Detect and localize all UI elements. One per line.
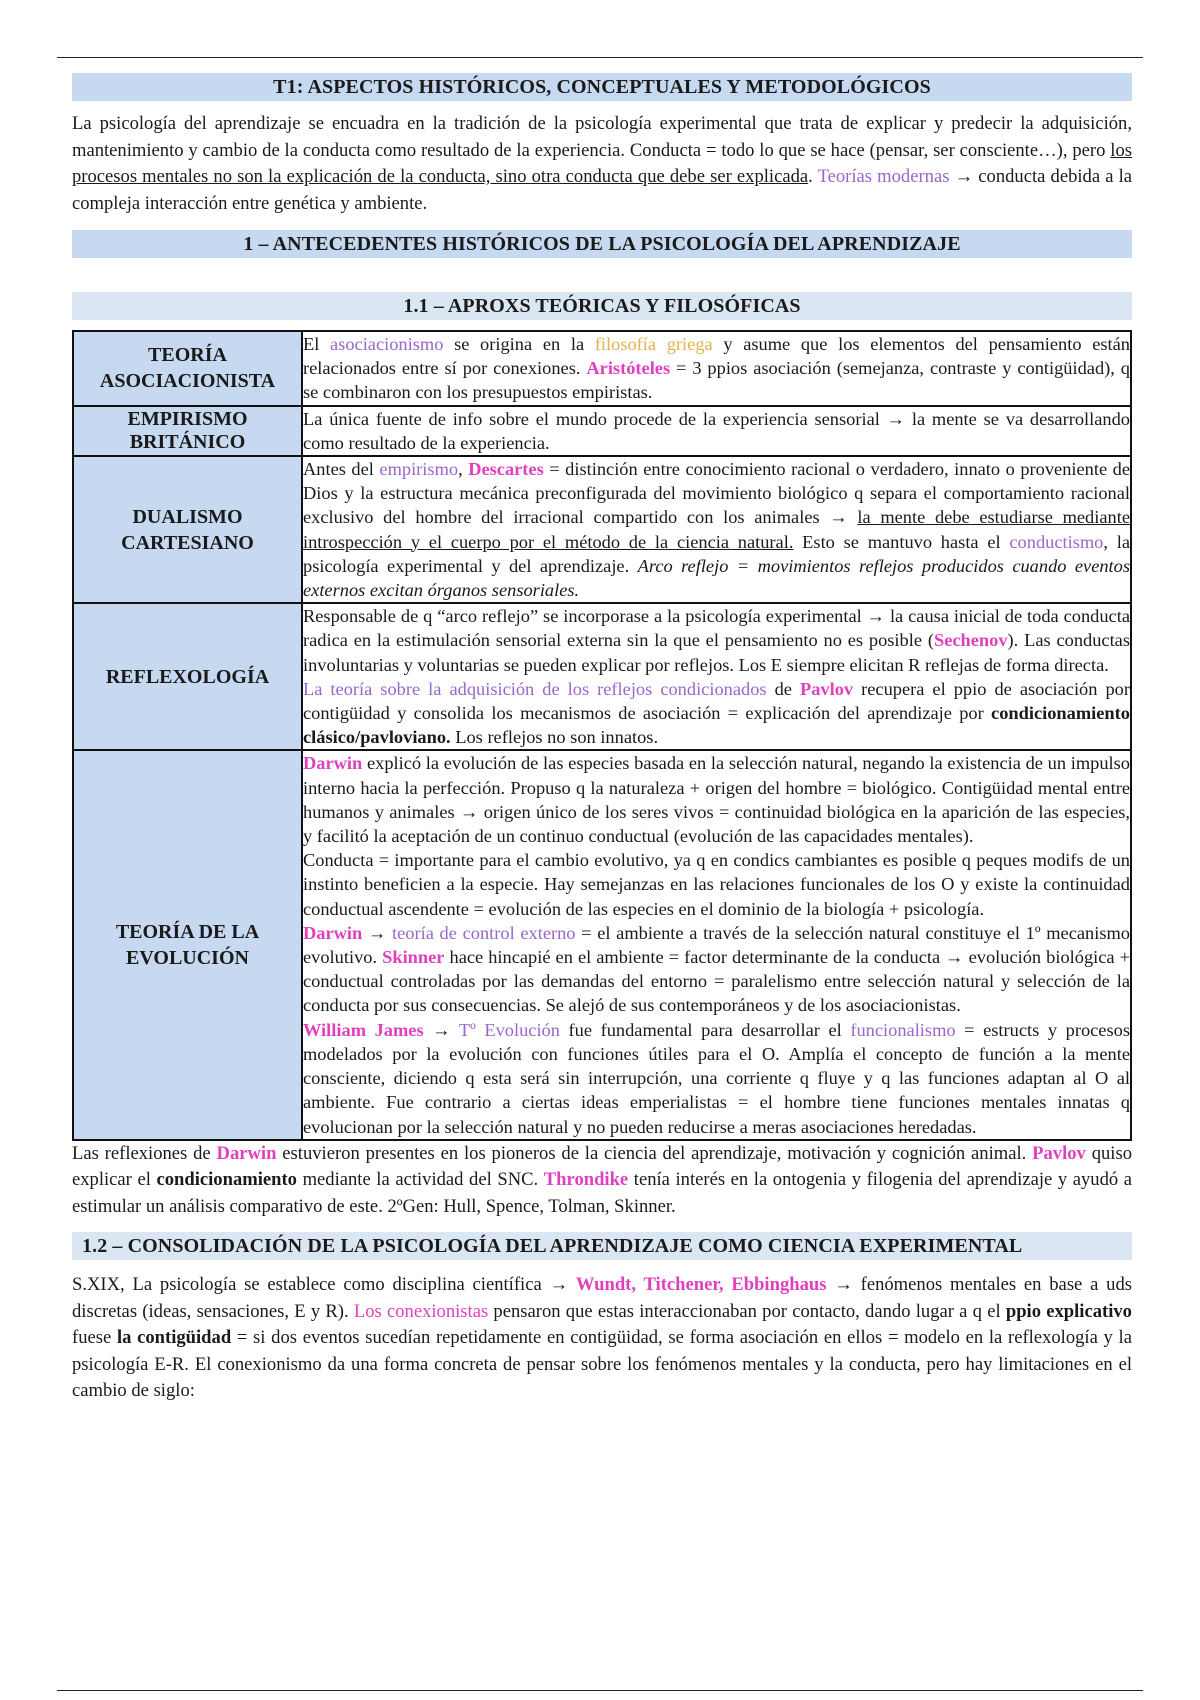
row-label-asociacionista: TEORÍA ASOCIACIONISTA — [73, 331, 302, 406]
section-1-2-heading: 1.2 – CONSOLIDACIÓN DE LA PSICOLOGÍA DEL APRENDIZAJE COMO CIENCIA EXPERIMENTAL — [72, 1232, 1132, 1260]
document-page — [72, 70, 1132, 1405]
row-content-dualismo: Antes del empirismo, Descartes = distinción entre conocimiento racional o verdadero, innato o proveniente de Dios y la estructura mecánica preconfigurada del movimiento biológico q separa el comportamiento racional exclusivo del hombre del irracional compartido con los animales → la mente debe estudiarse mediante introspección y el cuerpo por el método de la ciencia natural. Esto se mantuvo hasta el conductismo, la psicología experimental y del aprendizaje. Arco reflejo = movimientos reflejos producidos cuando eventos externos excitan órganos sensoriales. — [302, 456, 1131, 603]
row-label-empirismo: EMPIRISMO BRITÁNICO — [73, 406, 302, 456]
darwin-paragraph: Las reflexiones de Darwin estuvieron presentes en los pioneros de la ciencia del aprendizaje, motivación y cognición animal. Pavlov quiso explicar el condicionamiento mediante la actividad del SNC. Throndike tenía interés en la ontogenia y filogenia del aprendizaje y ayudó a estimular un análisis comparativo de este. 2ºGen: Hull, Spence, Tolman, Skinner. — [72, 1142, 1133, 1217]
row-content-evolucion: Darwin explicó la evolución de las especies basada en la selección natural, negando la existencia de un impulso interno hacia la perfección. Propuso q la naturaleza + origen del hombre = biológico. Contigüidad mental entre humanos y animales → origen único de los seres vivos = continuidad biológica en la aparición de las especies, y facilitó la aceptación de un continuo conductual (evolución de las capacidades mentales). Conducta = importante para el cambio evolutivo, ya q en condics cambiantes es posible q peques modifs de un instinto beneficien a la especie. Hay semejanzas en las relaciones funcionales de los O y existe la continuidad conductual ascendente = evolución de las especies en el dominio de la biología + psicología. Darwin → teoría de control externo = el ambiente a través de la selección natural constituye el 1º mecanismo evolutivo. Skinner hace hincapié en el ambiente = factor determinante de la conducta → evolución biológica + conductual controladas por las demandas del entorno = paralelismo entre selección natural y selección de la conducta por sus consecuencias. Se alejó de sus contemporáneos y de los asociacionistas. William James → Tº Evolución fue fundamental para desarrollar el funcionalismo = estructs y procesos modelados por la evolución con funciones útiles para el O. Amplía el concepto de función a la mente consciente, diciendo q esta será sin interrupción, una corriente q fluye y q las funciones adaptan al O al ambiente. Fue contrario a ciertas ideas emperialistas = el hombre tiene funciones mentales innatas q evolucionan por la selección natural y no pueden reducirse a meras asociaciones heredadas. — [302, 750, 1131, 1139]
section-1-heading: 1 – ANTECEDENTES HISTÓRICOS DE LA PSICOLOGÍA DEL APRENDIZAJE — [72, 230, 1132, 258]
bottom-rule — [57, 1690, 1143, 1691]
table-row — [73, 331, 1131, 406]
table-row — [73, 406, 1131, 456]
section-1-1-heading: 1.1 – APROXS TEÓRICAS Y FILOSÓFICAS — [72, 292, 1132, 320]
theories-table — [72, 330, 1132, 1141]
row-content-asociacionista: El asociacionismo se origina en la filosofía griega y asume que los elementos del pensamiento están relacionados entre sí por conexiones. Aristóteles = 3 ppios asociación (semejanza, contraste y contigüidad), q se combinaron con los presupuestos empiristas. — [302, 331, 1131, 406]
row-label-reflexologia: REFLEXOLOGÍA — [73, 603, 302, 750]
row-label-evolucion: TEORÍA DE LA EVOLUCIÓN — [73, 750, 302, 1139]
row-label-dualismo: DUALISMO CARTESIANO — [73, 456, 302, 603]
table-row — [73, 750, 1131, 1139]
row-content-empirismo: La única fuente de info sobre el mundo procede de la experiencia sensorial → la mente se va desarrollando como resultado de la experiencia. — [302, 406, 1131, 456]
table-row — [73, 456, 1131, 603]
table-row — [73, 603, 1131, 750]
top-rule — [57, 57, 1143, 58]
title-banner: T1: ASPECTOS HISTÓRICOS, CONCEPTUALES Y METODOLÓGICOS — [72, 73, 1132, 101]
row-content-reflexologia: Responsable de q “arco reflejo” se incorporase a la psicología experimental → la causa inicial de toda conducta radica en la estimulación sensorial externa sin la que el pensamiento no es posible (Sechenov). Las conductas involuntarias y voluntarias se pueden explicar por reflejos. Los E siempre elicitan R reflejas de forma directa. La teoría sobre la adquisición de los reflejos condicionados de Pavlov recupera el ppio de asociación por contigüidad y consolida los mecanismos de asociación = explicación del aprendizaje por condicionamiento clásico/pavloviano. Los reflejos no son innatos. — [302, 603, 1131, 750]
consolidation-paragraph: S.XIX, La psicología se establece como disciplina científica → Wundt, Titchener, Ebbinghaus → fenómenos mentales en base a uds discretas (ideas, sensaciones, E y R). Los conexionistas pensaron que estas interaccionaban por contacto, dando lugar a q el ppio explicativo fuese la contigüidad = si dos eventos sucedían repetidamente en contigüidad, se forma asociación en ellos = modelo en la reflexología y la psicología E-R. El conexionismo da una forma concreta de pensar sobre los fenómenos mentales y la conducta, pero hay limitaciones en el cambio de siglo: — [72, 1274, 1132, 1402]
intro-paragraph: La psicología del aprendizaje se encuadra en la tradición de la psicología experimental que trata de explicar y predecir la adquisición, mantenimiento y cambio de la conducta como resultado de la experiencia. Conducta = todo lo que se hace (pensar, ser consciente…), pero los procesos mentales no son la explicación de la conducta, sino otra conducta que debe ser explicada. Teorías modernas → conducta debida a la compleja interacción entre genética y ambiente. — [72, 113, 1133, 214]
